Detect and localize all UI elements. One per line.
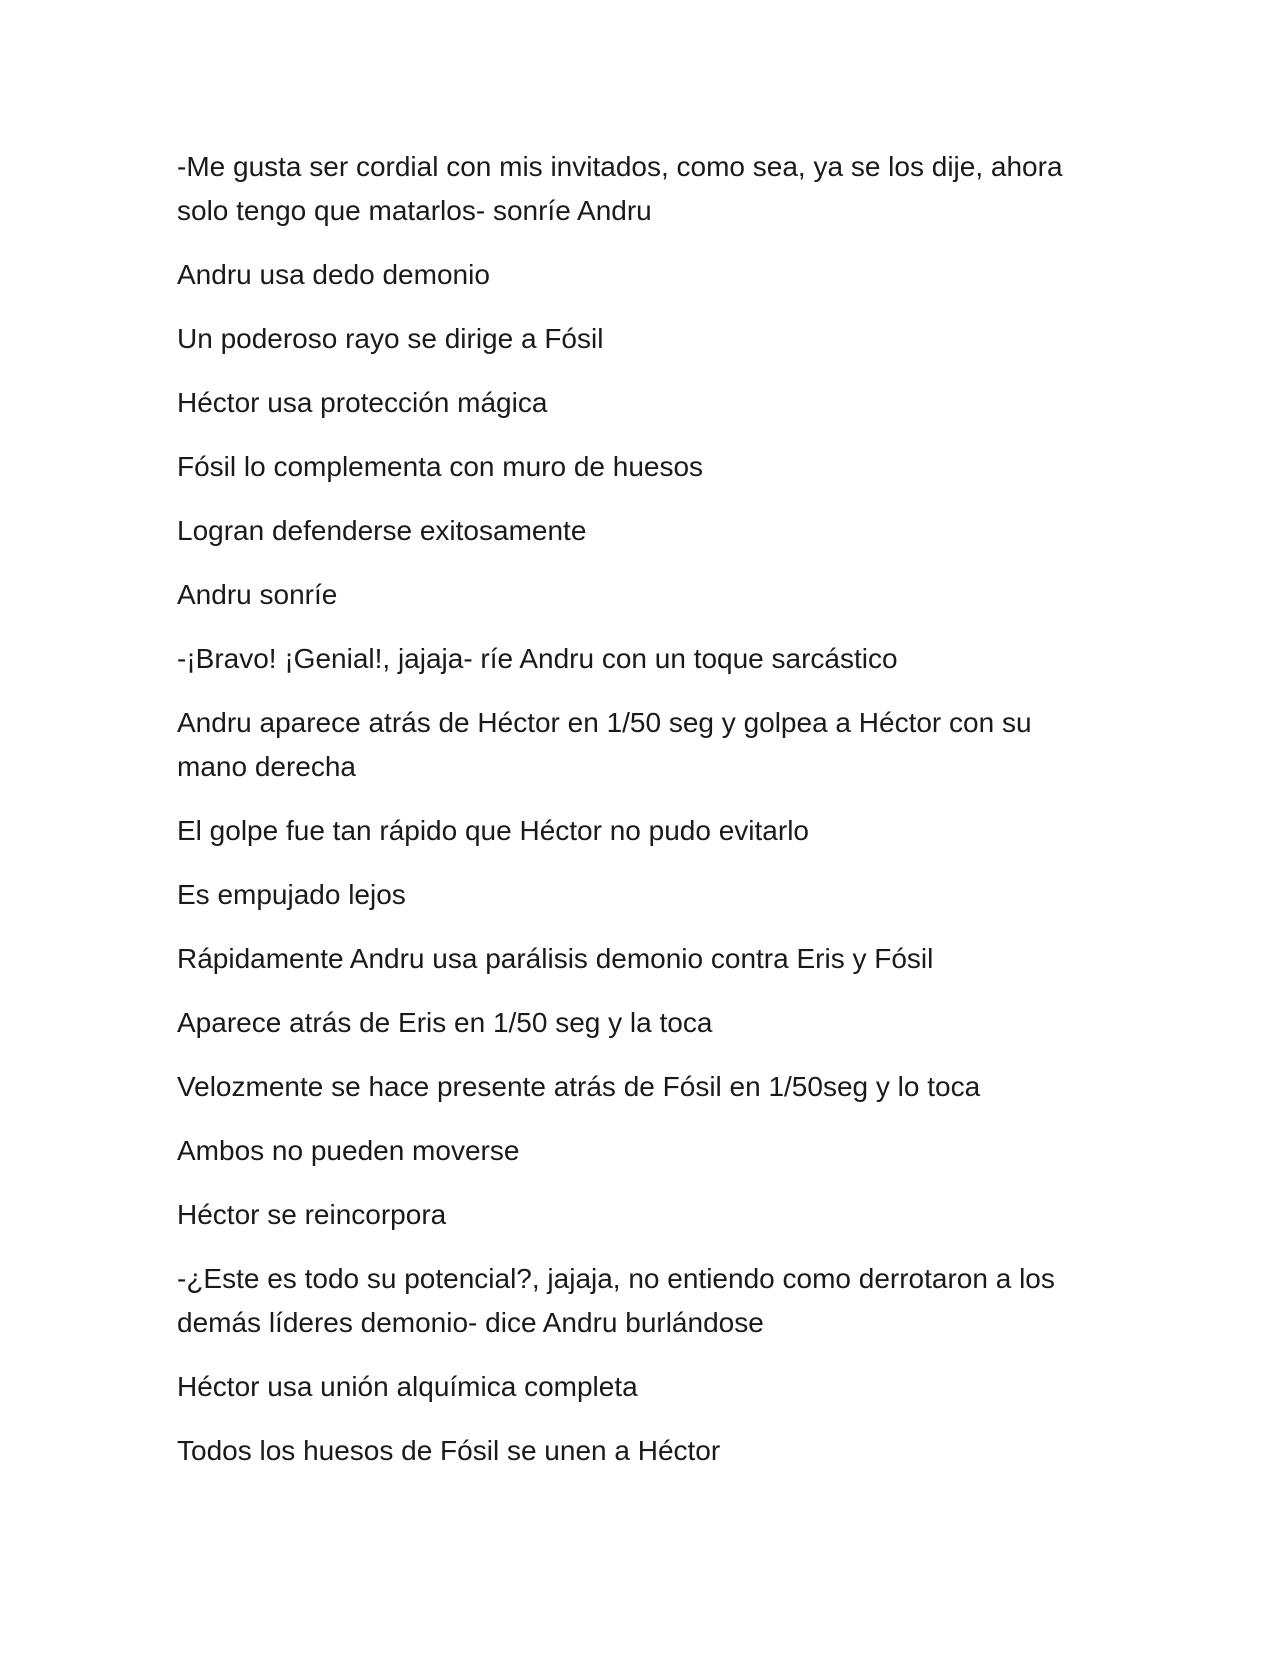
paragraph: Héctor se reincorpora <box>177 1199 447 1230</box>
paragraph: Todos los huesos de Fósil se unen a Héctor <box>177 1435 721 1466</box>
paragraph: Es empujado lejos <box>177 879 406 910</box>
paragraph: Logran defenderse exitosamente <box>177 515 587 546</box>
paragraph: Héctor usa protección mágica <box>177 387 548 418</box>
paragraph: Héctor usa unión alquímica completa <box>177 1371 638 1402</box>
paragraph: -¿Este es todo su potencial?, jajaja, no entiendo como derrotaron a los demás líderes demonio- dice Andru burlándose <box>177 1263 1055 1338</box>
paragraph: Velozmente se hace presente atrás de Fósil en 1/50seg y lo toca <box>177 1071 981 1102</box>
paragraph: Ambos no pueden moverse <box>177 1135 520 1166</box>
paragraph: Andru usa dedo demonio <box>177 259 490 290</box>
paragraph: Rápidamente Andru usa parálisis demonio contra Eris y Fósil <box>177 943 934 974</box>
paragraph: Aparece atrás de Eris en 1/50 seg y la toca <box>177 1007 713 1038</box>
paragraph: -¡Bravo! ¡Genial!, jajaja- ríe Andru con un toque sarcástico <box>177 643 898 674</box>
paragraph: Un poderoso rayo se dirige a Fósil <box>177 323 604 354</box>
paragraph: Andru aparece atrás de Héctor en 1/50 seg y golpea a Héctor con su mano derecha <box>177 707 1032 782</box>
paragraph: El golpe fue tan rápido que Héctor no pudo evitarlo <box>177 815 809 846</box>
paragraph: Fósil lo complementa con muro de huesos <box>177 451 704 482</box>
document-body <box>177 145 1087 1493</box>
paragraph: Andru sonríe <box>177 579 338 610</box>
paragraph: -Me gusta ser cordial con mis invitados, como sea, ya se los dije, ahora solo tengo que matarlos- sonríe Andru <box>177 151 1063 226</box>
